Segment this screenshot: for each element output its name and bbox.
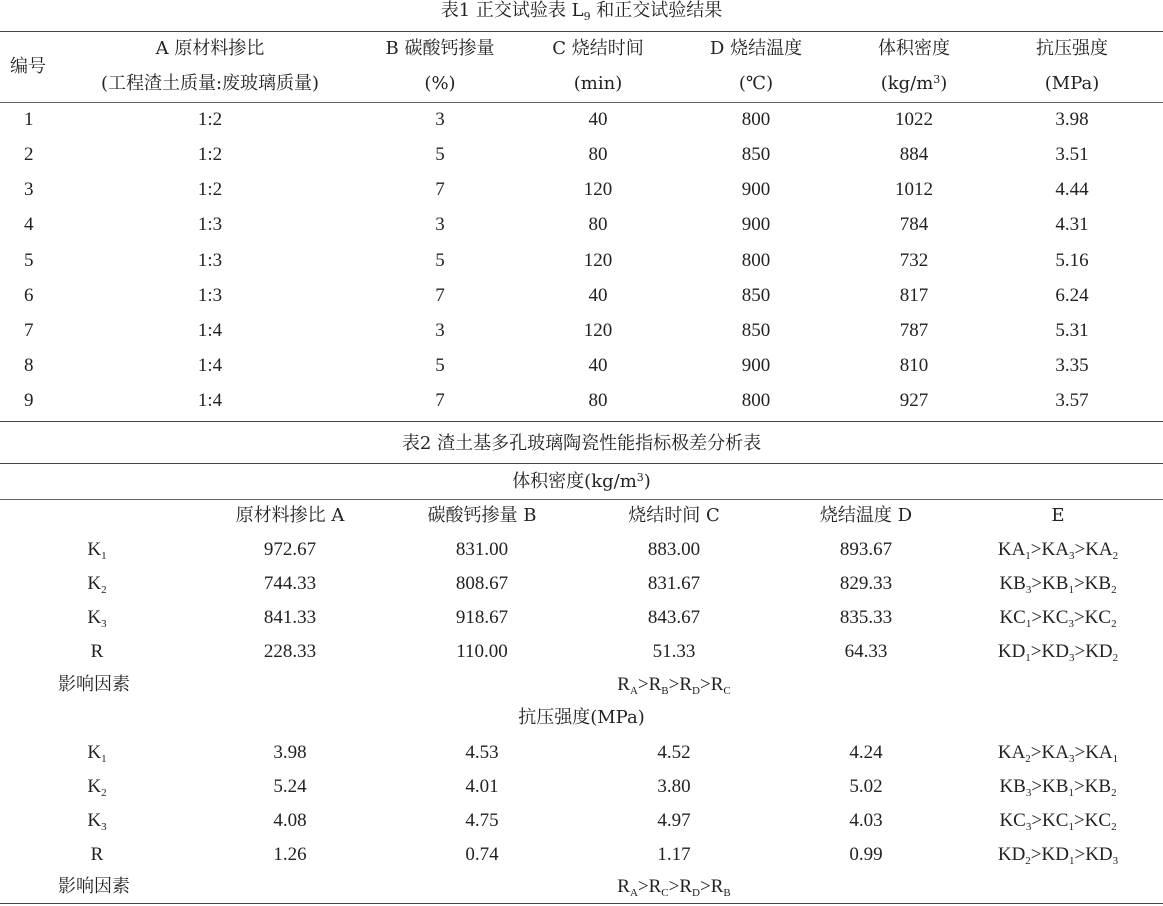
strength-factor-label: 影响因素 [58, 876, 130, 897]
table1-header-d: D 烧结温度 [709, 38, 803, 59]
table2-cell: 1.26 [273, 844, 307, 865]
table2-cell: 0.99 [849, 844, 883, 865]
table1-cell: 2 [24, 144, 34, 165]
table1-cell: 5 [24, 250, 34, 271]
ranking-term: >KA [1030, 742, 1069, 763]
table2-strength-title: 抗压强度(MPa) [518, 707, 645, 728]
table1-header-b: B 碳酸钙掺量 [385, 38, 495, 59]
row-label-text: K [87, 742, 102, 763]
table2-top-rule [0, 463, 1163, 464]
ranking-subscript: 1 [1112, 753, 1119, 765]
ranking-subscript: 2 [1111, 618, 1117, 630]
ranking-subscript: 3 [1025, 821, 1032, 833]
row-label [87, 810, 106, 832]
ranking-subscript: 3 [1068, 618, 1074, 630]
ranking-subscript: 3 [1068, 652, 1075, 664]
table2-cell: 4.03 [849, 810, 883, 831]
table1-cell: 40 [588, 355, 608, 376]
table2-header-e: E [1051, 505, 1065, 526]
table1-cell: 1:3 [197, 285, 223, 306]
row-label-text: K [87, 810, 102, 831]
table1-cell: 80 [588, 214, 608, 235]
table2-subheader-rule [0, 499, 1163, 500]
factor-term: >R [637, 876, 662, 897]
strength-factor-expression [617, 876, 730, 898]
table1-cell: 884 [899, 144, 929, 165]
table1-cell: 1 [24, 109, 34, 130]
table2-cell: 5.02 [849, 776, 883, 797]
table1-cell: 7 [435, 390, 445, 411]
table1-cell: 1022 [895, 109, 933, 130]
table2-cell: 883.00 [647, 539, 701, 560]
table1-cell: 800 [741, 250, 771, 271]
table1-cell: 80 [588, 390, 608, 411]
row-label-text: R [90, 844, 104, 865]
ranking-subscript: 2 [1111, 584, 1117, 596]
ranking-term: >KA [1074, 742, 1113, 763]
factor-subscript: D [692, 685, 700, 697]
table1-cell: 1:3 [197, 214, 223, 235]
ranking-expression [998, 844, 1118, 866]
row-label-text: K [87, 539, 102, 560]
row-label-text: K [87, 573, 102, 594]
table1-cell: 40 [588, 109, 608, 130]
ranking-term: >KC [1031, 810, 1069, 831]
table2-cell: 918.67 [455, 607, 509, 628]
density-factor-label: 影响因素 [58, 674, 130, 695]
factor-term: R [617, 674, 630, 695]
ranking-subscript: 1 [1025, 550, 1031, 562]
table2-cell: 843.67 [647, 607, 701, 628]
ranking-subscript: 2 [1111, 787, 1117, 799]
density-factor-expression [617, 674, 730, 696]
factor-term: >R [699, 876, 724, 897]
row-label-subscript: 3 [101, 618, 107, 630]
table1-cell: 817 [899, 285, 929, 306]
ranking-term: >KC [1073, 810, 1112, 831]
row-label-subscript: 3 [101, 821, 107, 833]
table1-cell: 3.51 [1055, 144, 1089, 165]
table2-cell: 4.53 [465, 742, 499, 763]
ranking-term: >KB [1073, 573, 1112, 594]
ranking-subscript: 1 [1068, 821, 1074, 833]
row-label [87, 539, 106, 561]
table2-cell: 1.17 [657, 844, 691, 865]
table1-cell: 850 [741, 320, 771, 341]
table1-header-no: 编号 [10, 56, 46, 77]
density-title-superscript: 3 [636, 471, 644, 484]
table2-bottom-rule [0, 903, 1163, 904]
table2-cell: 829.33 [839, 573, 893, 594]
table1-cell: 3 [435, 320, 445, 341]
ranking-term: >KA [1030, 539, 1069, 560]
table1-cell: 1:4 [197, 320, 223, 341]
table1-cell: 1:3 [197, 250, 223, 271]
table2-density-title [0, 471, 1163, 493]
ranking-term: KA [997, 742, 1026, 763]
table1-cell: 5 [435, 355, 445, 376]
table1-cell: 850 [741, 285, 771, 306]
row-label-subscript: 2 [101, 787, 107, 799]
table1-cell: 784 [899, 214, 929, 235]
table2-cell: 228.33 [263, 641, 317, 662]
ranking-term: >KD [1030, 641, 1069, 662]
table1-header-density-unit [881, 73, 948, 95]
table1-cell: 900 [741, 179, 771, 200]
ranking-subscript: 3 [1112, 855, 1119, 867]
table1-caption-text: 表1 正交试验表 L [440, 0, 584, 21]
factor-subscript: A [629, 887, 638, 899]
table2-header-a: 原材料掺比 A [235, 505, 345, 526]
row-label-text: K [87, 607, 102, 628]
table1-cell: 8 [24, 355, 34, 376]
table1-cell: 120 [583, 179, 613, 200]
ranking-term: >KD [1074, 641, 1113, 662]
ranking-term: >KD [1074, 844, 1113, 865]
table1-cell: 1:4 [197, 355, 223, 376]
ranking-subscript: 3 [1068, 550, 1075, 562]
table1-cell: 40 [588, 285, 608, 306]
table1-cell: 850 [741, 144, 771, 165]
table2-cell: 4.01 [465, 776, 499, 797]
factor-term: >R [637, 674, 662, 695]
table2-cell: 831.00 [455, 539, 509, 560]
ranking-subscript: 3 [1025, 787, 1032, 799]
row-label-subscript: 2 [101, 584, 107, 596]
ranking-subscript: 2 [1112, 550, 1119, 562]
ranking-term: KB [999, 573, 1026, 594]
table1-cell: 787 [899, 320, 929, 341]
table1-cell: 732 [899, 250, 929, 271]
factor-subscript: C [723, 685, 731, 697]
row-label [87, 742, 106, 764]
factor-term: R [617, 876, 630, 897]
table1-cell: 3 [24, 179, 34, 200]
table1-cell: 7 [24, 320, 34, 341]
table1-cell: 800 [741, 390, 771, 411]
table1-header-strength: 抗压强度 [1036, 38, 1108, 59]
ranking-term: >KB [1031, 573, 1069, 594]
table2-cell: 893.67 [839, 539, 893, 560]
table1-cell: 5 [435, 250, 445, 271]
table1-cell: 900 [741, 355, 771, 376]
density-unit-superscript: 3 [933, 73, 941, 86]
row-label [91, 641, 104, 663]
ranking-expression [999, 607, 1116, 629]
ranking-subscript: 3 [1025, 584, 1032, 596]
table1-cell: 3.98 [1055, 109, 1089, 130]
ranking-term: >KC [1073, 607, 1112, 628]
table1-cell: 1:2 [197, 144, 223, 165]
ranking-subscript: 1 [1025, 618, 1032, 630]
ranking-term: >KC [1031, 607, 1069, 628]
ranking-subscript: 1 [1068, 855, 1075, 867]
table2-cell: 972.67 [263, 539, 317, 560]
ranking-expression [999, 573, 1116, 595]
table1-cell: 7 [435, 179, 445, 200]
table1-bottom-rule [0, 421, 1163, 422]
table1-header-a: A 原材料掺比 [155, 38, 265, 59]
table1-caption-subscript: 9 [583, 10, 591, 23]
table2-cell: 110.00 [456, 641, 508, 662]
ranking-subscript: 1 [1025, 652, 1031, 664]
table1-cell: 3.35 [1055, 355, 1089, 376]
factor-subscript: A [629, 685, 638, 697]
table1-header-a-unit: (工程渣土质量:废玻璃质量) [100, 73, 320, 94]
table2-cell: 4.08 [273, 810, 307, 831]
row-label [91, 844, 104, 866]
factor-subscript: B [661, 685, 669, 697]
ranking-term: KB [999, 776, 1026, 797]
table1-header-rule [0, 102, 1163, 103]
row-label-text: K [87, 776, 102, 797]
table1-cell: 6.24 [1055, 285, 1089, 306]
table2-cell: 3.80 [657, 776, 691, 797]
table2-header-d: 烧结温度 D [819, 505, 913, 526]
table1-cell: 800 [741, 109, 771, 130]
ranking-subscript: 1 [1068, 584, 1074, 596]
table1-caption-text-end: 和正交试验结果 [590, 0, 723, 21]
table1-header-c-unit: (min) [573, 73, 623, 94]
ranking-expression [998, 742, 1118, 764]
table1-cell: 4 [24, 214, 34, 235]
table1-cell: 1:4 [197, 390, 223, 411]
table2-cell: 808.67 [455, 573, 509, 594]
ranking-term: >KD [1030, 844, 1069, 865]
ranking-term: >KB [1073, 776, 1112, 797]
table1-cell: 1012 [895, 179, 933, 200]
ranking-term: >KB [1031, 776, 1069, 797]
ranking-subscript: 2 [1111, 821, 1117, 833]
factor-term: >R [668, 876, 693, 897]
factor-subscript: D [692, 887, 700, 899]
table1-cell: 80 [588, 144, 608, 165]
ranking-expression [998, 539, 1118, 561]
table2-cell: 835.33 [839, 607, 893, 628]
table2-cell: 4.97 [657, 810, 691, 831]
ranking-subscript: 2 [1025, 753, 1031, 765]
table2-cell: 5.24 [273, 776, 307, 797]
row-label [87, 776, 106, 798]
factor-term: >R [699, 674, 724, 695]
ranking-term: KD [997, 641, 1026, 662]
ranking-term: >KA [1074, 539, 1113, 560]
table1-cell: 120 [583, 320, 613, 341]
ranking-expression [999, 776, 1116, 798]
table1-cell: 5 [435, 144, 445, 165]
table1-header-c: C 烧结时间 [552, 38, 644, 59]
table2-header-b: 碳酸钙掺量 B [427, 505, 537, 526]
table1-cell: 3 [435, 109, 445, 130]
ranking-subscript: 2 [1112, 652, 1119, 664]
table2-caption: 表2 渣土基多孔玻璃陶瓷性能指标极差分析表 [401, 433, 762, 454]
table2-cell: 744.33 [263, 573, 317, 594]
table2-header-c: 烧结时间 C [628, 505, 720, 526]
table2-cell: 4.75 [465, 810, 499, 831]
ranking-term: KC [999, 810, 1026, 831]
density-unit-close: ) [940, 73, 948, 94]
table1-cell: 900 [741, 214, 771, 235]
row-label [87, 573, 106, 595]
table1-caption [0, 0, 1163, 22]
table1-cell: 6 [24, 285, 34, 306]
table1-cell: 927 [899, 390, 929, 411]
factor-subscript: C [661, 887, 669, 899]
table1-header-d-unit: (℃) [738, 73, 774, 94]
factor-term: >R [668, 674, 693, 695]
table2-cell: 4.24 [849, 742, 883, 763]
density-title-close: ) [643, 471, 651, 492]
ranking-expression [999, 810, 1116, 832]
ranking-expression [998, 641, 1118, 663]
table1-cell: 4.44 [1055, 179, 1089, 200]
table1-header-b-unit: (%) [424, 73, 456, 94]
table2-cell: 51.33 [652, 641, 696, 662]
row-label [87, 607, 106, 629]
table1-cell: 810 [899, 355, 929, 376]
table1-cell: 3.57 [1055, 390, 1089, 411]
table1-cell: 3 [435, 214, 445, 235]
density-unit-text: (kg/m [880, 73, 934, 94]
ranking-subscript: 2 [1025, 855, 1031, 867]
ranking-subscript: 3 [1068, 753, 1075, 765]
factor-subscript: B [723, 887, 731, 899]
table1-cell: 7 [435, 285, 445, 306]
table1-cell: 1:2 [197, 109, 223, 130]
table1-header-strength-unit: (MPa) [1044, 73, 1100, 94]
ranking-term: KC [999, 607, 1026, 628]
table2-cell: 0.74 [465, 844, 499, 865]
table1-cell: 120 [583, 250, 613, 271]
table1-cell: 9 [24, 390, 34, 411]
table2-cell: 3.98 [273, 742, 307, 763]
ranking-term: KD [997, 844, 1026, 865]
table1-cell: 5.31 [1055, 320, 1089, 341]
table2-cell: 64.33 [844, 641, 888, 662]
row-label-text: R [90, 641, 104, 662]
table1-top-rule [0, 31, 1163, 32]
table1-header-density: 体积密度 [878, 38, 950, 59]
table1-cell: 1:2 [197, 179, 223, 200]
table1-cell: 5.16 [1055, 250, 1089, 271]
ranking-subscript: 1 [1068, 787, 1074, 799]
ranking-term: KA [997, 539, 1026, 560]
table2-cell: 831.67 [647, 573, 701, 594]
row-label-subscript: 1 [101, 550, 107, 562]
table1-cell: 4.31 [1055, 214, 1089, 235]
density-title-text: 体积密度(kg/m [512, 471, 637, 492]
table2-cell: 841.33 [263, 607, 317, 628]
table2-cell: 4.52 [657, 742, 691, 763]
row-label-subscript: 1 [101, 753, 107, 765]
